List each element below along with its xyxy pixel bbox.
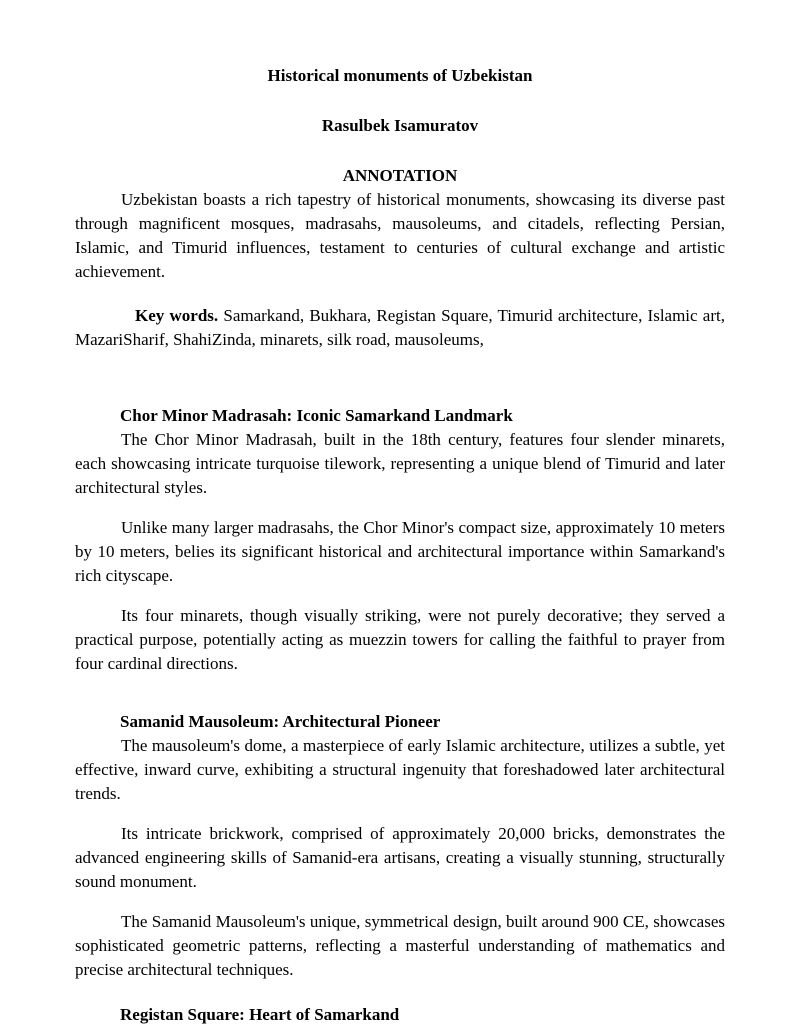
section-heading-chor-minor: Chor Minor Madrasah: Iconic Samarkand Landmark	[120, 406, 513, 425]
keywords-label: Key words.	[135, 306, 219, 325]
section-paragraph: Unlike many larger madrasahs, the Chor Minor's compact size, approximately 10 meters by 10 meters, belies its significant historical and architectural importance within Samarkand's rich cityscape.	[75, 518, 725, 585]
keywords-paragraph	[75, 304, 725, 352]
section-paragraph: Its four minarets, though visually striking, were not purely decorative; they served a practical purpose, potentially acting as muezzin towers for calling the faithful to prayer from four cardinal directions.	[75, 606, 725, 673]
section-paragraph: Its intricate brickwork, comprised of approximately 20,000 bricks, demonstrates the advanced engineering skills of Samanid-era artisans, creating a visually stunning, structurally sound monument.	[75, 824, 725, 891]
paper-title: Historical monuments of Uzbekistan	[267, 66, 533, 85]
section-paragraph: The mausoleum's dome, a masterpiece of early Islamic architecture, utilizes a subtle, yet effective, inward curve, exhibiting a structural ingenuity that foreshadowed later architectural trends.	[75, 736, 725, 803]
author-name: Rasulbek Isamuratov	[321, 116, 479, 135]
section-heading-registan: Registan Square: Heart of Samarkand	[120, 1005, 400, 1024]
annotation-text: Uzbekistan boasts a rich tapestry of historical monuments, showcasing its diverse past through magnificent mosques, madrasahs, mausoleums, and citadels, reflecting Persian, Islamic, and Timurid influences, testament to centuries of cultural exchange and artistic achievement.	[75, 190, 725, 281]
document-content	[75, 64, 725, 1027]
section-paragraph: The Chor Minor Madrasah, built in the 18th century, features four slender minarets, each showcasing intricate turquoise tilework, representing a unique blend of Timurid and later architectural styles.	[75, 430, 725, 497]
section-paragraph: The Samanid Mausoleum's unique, symmetrical design, built around 900 CE, showcases sophisticated geometric patterns, reflecting a masterful understanding of mathematics and precise architectural techniques.	[75, 912, 725, 979]
annotation-heading: ANNOTATION	[342, 166, 458, 185]
section-heading-samanid: Samanid Mausoleum: Architectural Pioneer	[120, 712, 441, 731]
keywords-text: Samarkand, Bukhara, Registan Square, Timurid architecture, Islamic art, MazariSharif, ShahiZinda, minarets, silk road, mausoleums,	[75, 306, 725, 349]
